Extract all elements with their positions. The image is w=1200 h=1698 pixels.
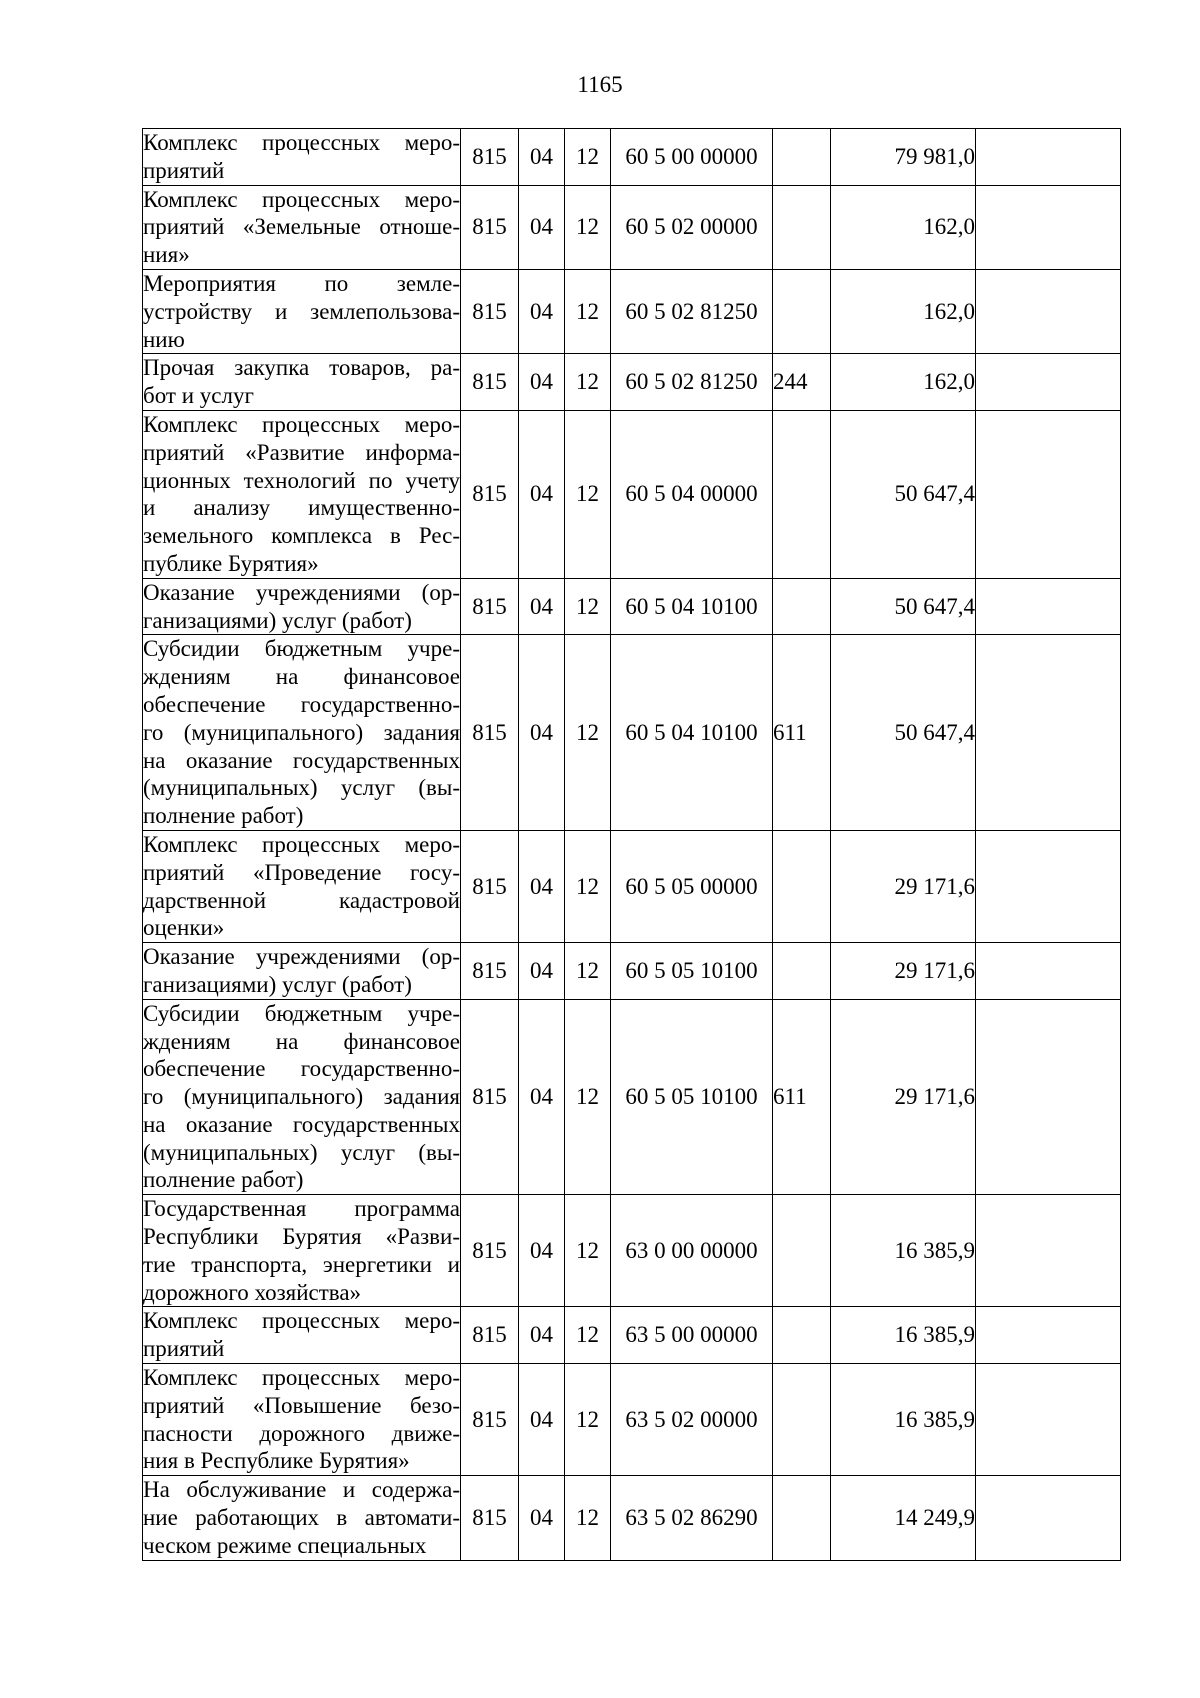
- expense-type-cell: [773, 578, 831, 635]
- expense-type-cell: 244: [773, 354, 831, 411]
- item-name-line: ние работающих в автомати-: [143, 1505, 460, 1531]
- target-article-cell: 60 5 02 81250: [611, 354, 773, 411]
- item-name-line: бот и услуг: [143, 383, 254, 409]
- ved-code-cell: 815: [461, 1476, 519, 1560]
- item-name-line: Оказание учреждениями (ор-: [143, 579, 460, 605]
- subsection-code-cell: 12: [565, 354, 611, 411]
- table-row: [143, 635, 1121, 831]
- amount-cell: 50 647,4: [831, 635, 976, 831]
- subsection-code-cell: 12: [565, 943, 611, 1000]
- extra-amount-cell: [976, 999, 1121, 1195]
- item-name-line: Комплекс процессных меро-: [143, 831, 460, 857]
- ved-code-cell: 815: [461, 410, 519, 578]
- expense-type-cell: [773, 830, 831, 942]
- item-name-cell: [143, 410, 461, 578]
- section-code-cell: 04: [519, 185, 565, 269]
- expense-type-cell: [773, 185, 831, 269]
- amount-cell: 29 171,6: [831, 830, 976, 942]
- item-name-line: ганизациями) услуг (работ): [143, 607, 412, 633]
- subsection-code-cell: 12: [565, 129, 611, 186]
- item-name-line: приятий: [143, 1336, 225, 1362]
- item-name-line: го (муниципального) задания: [143, 719, 460, 745]
- item-name-line: Субсидии бюджетным учре-: [143, 636, 460, 662]
- subsection-code-cell: 12: [565, 185, 611, 269]
- target-article-cell: 63 5 00 00000: [611, 1307, 773, 1364]
- item-name-line: приятий «Повышение безо-: [143, 1392, 460, 1418]
- subsection-code-cell: 12: [565, 410, 611, 578]
- item-name-line: тие транспорта, энергетики и: [143, 1251, 460, 1277]
- subsection-code-cell: 12: [565, 830, 611, 942]
- target-article-cell: 60 5 04 10100: [611, 578, 773, 635]
- expense-type-cell: [773, 1476, 831, 1560]
- extra-amount-cell: [976, 410, 1121, 578]
- item-name-line: (муниципальных) услуг (вы-: [143, 775, 460, 801]
- item-name-line: устройству и землепользова-: [143, 298, 460, 324]
- item-name-line: оценки»: [143, 915, 225, 941]
- target-article-cell: 63 5 02 86290: [611, 1476, 773, 1560]
- table-row: [143, 1364, 1121, 1476]
- target-article-cell: 60 5 04 00000: [611, 410, 773, 578]
- item-name-line: обеспечение государственно-: [143, 691, 460, 717]
- item-name-cell: [143, 1476, 461, 1560]
- item-name-line: обеспечение государственно-: [143, 1056, 460, 1082]
- section-code-cell: 04: [519, 999, 565, 1195]
- target-article-cell: 60 5 04 10100: [611, 635, 773, 831]
- item-name-line: Комплекс процессных меро-: [143, 411, 460, 437]
- item-name-line: (муниципальных) услуг (вы-: [143, 1139, 460, 1165]
- section-code-cell: 04: [519, 269, 565, 353]
- item-name-line: полнение работ): [143, 803, 304, 829]
- item-name-cell: [143, 129, 461, 186]
- item-name-line: Комплекс процессных меро-: [143, 1308, 460, 1334]
- item-name-cell: [143, 635, 461, 831]
- extra-amount-cell: [976, 354, 1121, 411]
- extra-amount-cell: [976, 1364, 1121, 1476]
- ved-code-cell: 815: [461, 129, 519, 186]
- item-name-line: приятий «Земельные отноше-: [143, 214, 460, 240]
- extra-amount-cell: [976, 1476, 1121, 1560]
- section-code-cell: 04: [519, 1307, 565, 1364]
- subsection-code-cell: 12: [565, 999, 611, 1195]
- item-name-cell: [143, 999, 461, 1195]
- amount-cell: 79 981,0: [831, 129, 976, 186]
- amount-cell: 50 647,4: [831, 410, 976, 578]
- subsection-code-cell: 12: [565, 269, 611, 353]
- item-name-line: публике Бурятия»: [143, 550, 319, 576]
- extra-amount-cell: [976, 129, 1121, 186]
- item-name-line: ждениям на финансовое: [143, 664, 460, 690]
- item-name-cell: [143, 185, 461, 269]
- table-row: [143, 185, 1121, 269]
- expense-type-cell: [773, 1307, 831, 1364]
- amount-cell: 16 385,9: [831, 1364, 976, 1476]
- extra-amount-cell: [976, 1307, 1121, 1364]
- target-article-cell: 60 5 05 00000: [611, 830, 773, 942]
- item-name-line: Государственная программа: [143, 1196, 460, 1222]
- item-name-line: земельного комплекса в Рес-: [143, 523, 460, 549]
- table-row: [143, 354, 1121, 411]
- item-name-line: на оказание государственных: [143, 747, 460, 773]
- ved-code-cell: 815: [461, 943, 519, 1000]
- target-article-cell: 60 5 02 00000: [611, 185, 773, 269]
- item-name-cell: [143, 354, 461, 411]
- ved-code-cell: 815: [461, 269, 519, 353]
- section-code-cell: 04: [519, 354, 565, 411]
- section-code-cell: 04: [519, 943, 565, 1000]
- extra-amount-cell: [976, 1195, 1121, 1307]
- ved-code-cell: 815: [461, 635, 519, 831]
- subsection-code-cell: 12: [565, 1195, 611, 1307]
- amount-cell: 14 249,9: [831, 1476, 976, 1560]
- item-name-line: приятий «Проведение госу-: [143, 859, 460, 885]
- subsection-code-cell: 12: [565, 1307, 611, 1364]
- item-name-line: Комплекс процессных меро-: [143, 186, 460, 212]
- item-name-line: ческом режиме специальных: [143, 1532, 427, 1558]
- item-name-line: пасности дорожного движе-: [143, 1420, 460, 1446]
- section-code-cell: 04: [519, 1476, 565, 1560]
- target-article-cell: 60 5 00 00000: [611, 129, 773, 186]
- item-name-line: ждениям на финансовое: [143, 1028, 460, 1054]
- table-row: [143, 1307, 1121, 1364]
- item-name-cell: [143, 943, 461, 1000]
- item-name-line: приятий: [143, 157, 225, 183]
- target-article-cell: 63 5 02 00000: [611, 1364, 773, 1476]
- table-row: [143, 410, 1121, 578]
- subsection-code-cell: 12: [565, 1364, 611, 1476]
- expense-type-cell: [773, 1195, 831, 1307]
- table-row: [143, 129, 1121, 186]
- extra-amount-cell: [976, 635, 1121, 831]
- item-name-cell: [143, 1364, 461, 1476]
- ved-code-cell: 815: [461, 830, 519, 942]
- item-name-line: Комплекс процессных меро-: [143, 130, 460, 155]
- budget-table: [142, 128, 1121, 1561]
- item-name-cell: [143, 578, 461, 635]
- table-row: [143, 830, 1121, 942]
- subsection-code-cell: 12: [565, 578, 611, 635]
- table-body: [143, 129, 1121, 1561]
- extra-amount-cell: [976, 185, 1121, 269]
- target-article-cell: 60 5 05 10100: [611, 999, 773, 1195]
- section-code-cell: 04: [519, 410, 565, 578]
- table-row: [143, 999, 1121, 1195]
- table-row: [143, 1476, 1121, 1560]
- ved-code-cell: 815: [461, 354, 519, 411]
- ved-code-cell: 815: [461, 1307, 519, 1364]
- section-code-cell: 04: [519, 129, 565, 186]
- table-row: [143, 943, 1121, 1000]
- section-code-cell: 04: [519, 635, 565, 831]
- item-name-cell: [143, 1307, 461, 1364]
- section-code-cell: 04: [519, 830, 565, 942]
- subsection-code-cell: 12: [565, 1476, 611, 1560]
- item-name-line: дарственной кадастровой: [143, 887, 460, 913]
- ved-code-cell: 815: [461, 1195, 519, 1307]
- expense-type-cell: [773, 410, 831, 578]
- item-name-line: дорожного хозяйства»: [143, 1279, 362, 1305]
- item-name-line: Комплекс процессных меро-: [143, 1365, 460, 1391]
- item-name-line: и анализу имущественно-: [143, 495, 460, 521]
- target-article-cell: 60 5 02 81250: [611, 269, 773, 353]
- item-name-line: Республики Бурятия «Разви-: [143, 1224, 460, 1250]
- item-name-line: ганизациями) услуг (работ): [143, 971, 412, 997]
- amount-cell: 16 385,9: [831, 1307, 976, 1364]
- target-article-cell: 63 0 00 00000: [611, 1195, 773, 1307]
- item-name-line: Оказание учреждениями (ор-: [143, 944, 460, 970]
- expense-type-cell: [773, 1364, 831, 1476]
- target-article-cell: 60 5 05 10100: [611, 943, 773, 1000]
- item-name-line: ния в Республике Бурятия»: [143, 1448, 410, 1474]
- ved-code-cell: 815: [461, 999, 519, 1195]
- item-name-cell: [143, 1195, 461, 1307]
- ved-code-cell: 815: [461, 1364, 519, 1476]
- item-name-line: го (муниципального) задания: [143, 1084, 460, 1110]
- table-row: [143, 1195, 1121, 1307]
- item-name-line: На обслуживание и содержа-: [143, 1477, 460, 1503]
- subsection-code-cell: 12: [565, 635, 611, 831]
- section-code-cell: 04: [519, 1195, 565, 1307]
- ved-code-cell: 815: [461, 578, 519, 635]
- amount-cell: 29 171,6: [831, 999, 976, 1195]
- item-name-line: нию: [143, 326, 185, 352]
- extra-amount-cell: [976, 269, 1121, 353]
- item-name-line: Мероприятия по земле-: [143, 270, 460, 296]
- expense-type-cell: 611: [773, 635, 831, 831]
- item-name-cell: [143, 830, 461, 942]
- amount-cell: 162,0: [831, 269, 976, 353]
- extra-amount-cell: [976, 943, 1121, 1000]
- item-name-line: полнение работ): [143, 1167, 304, 1193]
- item-name-line: Субсидии бюджетным учре-: [143, 1000, 460, 1026]
- amount-cell: 50 647,4: [831, 578, 976, 635]
- extra-amount-cell: [976, 830, 1121, 942]
- amount-cell: 16 385,9: [831, 1195, 976, 1307]
- table-row: [143, 269, 1121, 353]
- page-number: 1165: [577, 72, 623, 97]
- ved-code-cell: 815: [461, 185, 519, 269]
- amount-cell: 162,0: [831, 354, 976, 411]
- item-name-line: ния»: [143, 242, 190, 268]
- item-name-line: приятий «Развитие информа-: [143, 439, 460, 465]
- item-name-line: Прочая закупка товаров, ра-: [143, 355, 460, 381]
- expense-type-cell: [773, 269, 831, 353]
- item-name-line: ционных технологий по учету: [143, 467, 460, 493]
- item-name-cell: [143, 269, 461, 353]
- extra-amount-cell: [976, 578, 1121, 635]
- table-row: [143, 578, 1121, 635]
- amount-cell: 162,0: [831, 185, 976, 269]
- section-code-cell: 04: [519, 578, 565, 635]
- expense-type-cell: 611: [773, 999, 831, 1195]
- expense-type-cell: [773, 129, 831, 186]
- section-code-cell: 04: [519, 1364, 565, 1476]
- amount-cell: 29 171,6: [831, 943, 976, 1000]
- expense-type-cell: [773, 943, 831, 1000]
- item-name-line: на оказание государственных: [143, 1111, 460, 1137]
